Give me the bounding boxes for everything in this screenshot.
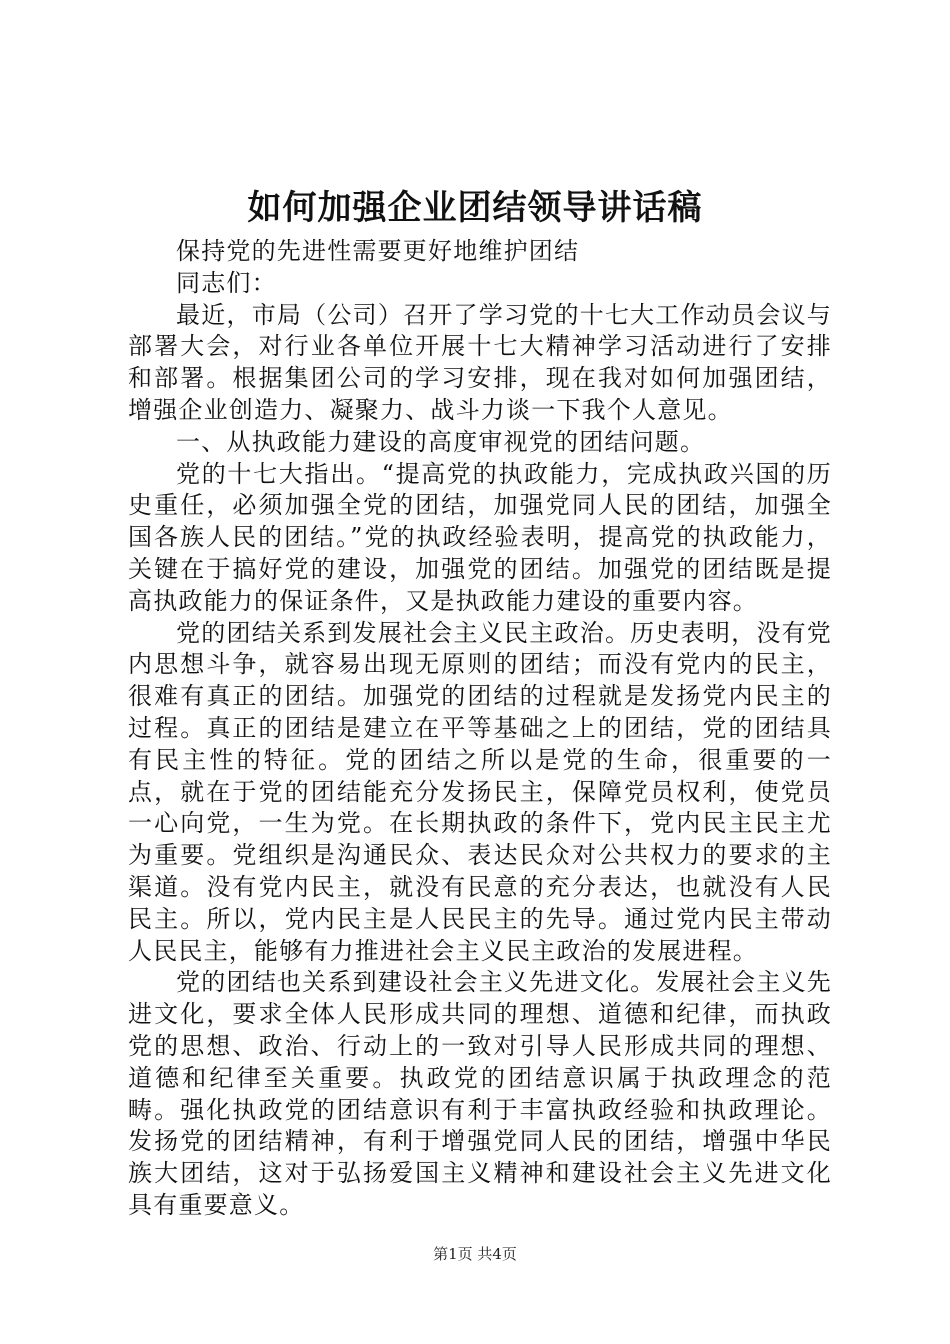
- body-paragraph: 党的团结关系到发展社会主义民主政治。历史表明，没有党内思想斗争，就容易出现无原则的团结；而没有党内的民主，很难有真正的团结。加强党的团结的过程就是发扬党内民主的过程。真正的团结是建立在平等基础之上的团结，党的团结具有民主性的特征。党的团结之所以是党的生命，很重要的一点，就在于党的团结能充分发扬民主，保障党员权利，使党员一心向党，一生为党。在长期执政的条件下，党内民主民主尤为重要。党组织是沟通民众、表达民众对公共权力的要求的主渠道。没有党内民主，就没有民意的充分表达，也就没有人民民主。所以，党内民主是人民民主的先导。通过党内民主带动人民民主，能够有力推进社会主义民主政治的发展进程。: [128, 618, 832, 965]
- subtitle-paragraph: 保持党的先进性需要更好地维护团结: [176, 237, 580, 265]
- page-number-footer: 第1页 共4页: [433, 1245, 517, 1263]
- salutation-paragraph: 同志们：: [176, 268, 277, 297]
- body-paragraph: 党的团结也关系到建设社会主义先进文化。发展社会主义先进文化，要求全体人民形成共同的理想、道德和纪律，而执政党的思想、政治、行动上的一致对引导人民形成共同的理想、道德和纪律至关重要。执政党的团结意识属于执政理念的范畴。强化执政党的团结意识有利于丰富执政经验和执政理论。发扬党的团结精神，有利于增强党同人民的团结，增强中华民族大团结，这对于弘扬爱国主义精神和建设社会主义先进文化具有重要意义。: [128, 968, 832, 1219]
- intro-paragraph: 最近，市局（公司）召开了学习党的十七大工作动员会议与部署大会，对行业各单位开展十七大精神学习活动进行了安排和部署。根据集团公司的学习安排，现在我对如何加强团结，增强企业创造力、凝聚力、战斗力谈一下我个人意见。: [128, 300, 832, 424]
- document-title: 如何加强企业团结领导讲话稿: [247, 188, 703, 228]
- section-heading: 一、从执政能力建设的高度审视党的团结问题。: [176, 427, 706, 456]
- body-paragraph: 党的十七大指出。“提高党的执政能力，完成执政兴国的历史重任，必须加强全党的团结，加强党同人民的团结，加强全国各族人民的团结。”党的执政经验表明，提高党的执政能力，关键在于搞好党的建设，加强党的团结。加强党的团结既是提高执政能力的保证条件，又是执政能力建设的重要内容。: [128, 459, 832, 615]
- document-body: [128, 236, 832, 1222]
